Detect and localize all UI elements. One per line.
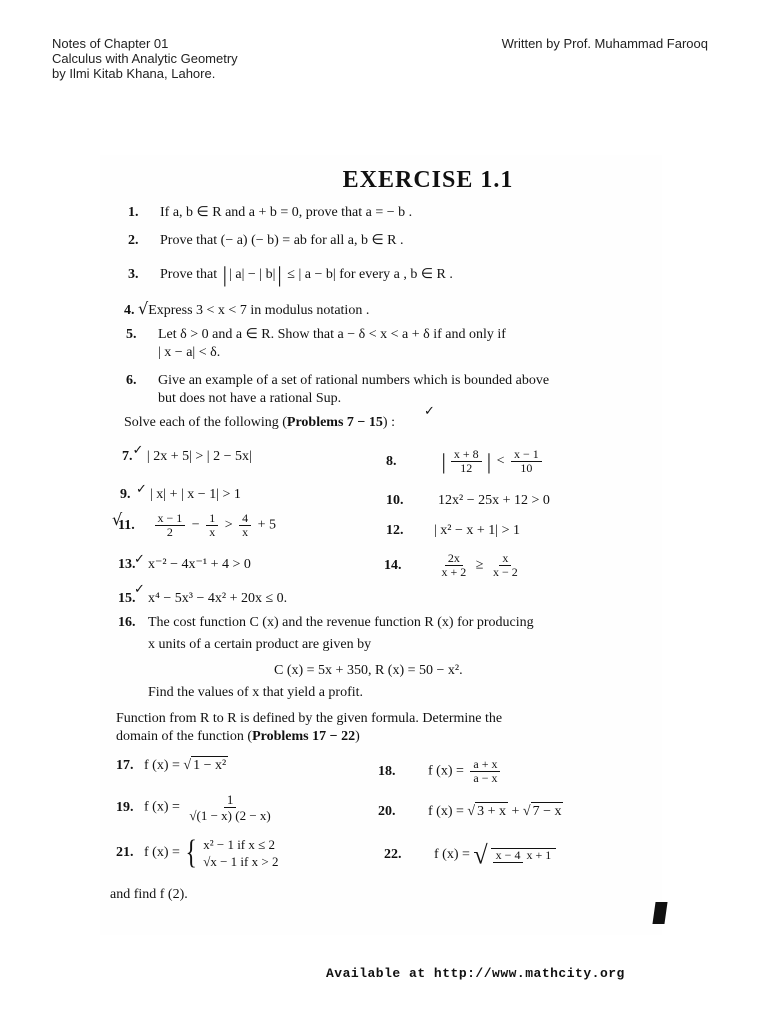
problem-7: 7.✓ | 2x + 5| > | 2 − 5x| (122, 443, 252, 464)
problem-17: 17. f (x) = √ 1 − x² (116, 758, 227, 773)
function-instruction: Function from R to R is defined by the given formula. Determine the (116, 711, 503, 726)
footer-source: Available at http://www.mathcity.org (326, 966, 625, 981)
checkmark-icon: ✓ (132, 443, 144, 458)
problem-14: 14. $\frac{2x}{x + 2}$ ≥ $\frac{x}{x - 2}$ (384, 551, 518, 579)
problem-22: 22. f (x) = √ x − 4 x + 1 (384, 846, 559, 863)
header-book-info (52, 36, 238, 81)
problem-12: 12. | x² − x + 1| > 1 (386, 523, 520, 538)
problem-5: 5. Let δ > 0 and a ∈ R. Show that a − δ < x < a + δ if and only if (126, 327, 506, 342)
header-publisher: by Ilmi Kitab Khana, Lahore. (52, 66, 216, 81)
problem-6-cont: but does not have a rational Sup. (158, 391, 342, 406)
problem-21-tail: and find f (2). (110, 887, 188, 902)
checkmark-icon: ✓ (136, 482, 147, 497)
problem-16-cont: x units of a certain product are given by (148, 637, 372, 652)
problem-11: 11. $\frac{x - 1}{2}$ − $\frac{1}{x}$ > $\frac{4}{x}$ + 5 (118, 511, 276, 539)
problem-6: 6. Give an example of a set of rational numbers which is bounded above (126, 373, 550, 388)
problem-8: 8. | $\frac{x + 8}{12}$ | < $\frac{x - 1}{10}$ (386, 448, 545, 475)
abs-bar: | (277, 261, 282, 287)
problem-16-formula: C (x) = 5x + 350, R (x) = 50 − x². (274, 663, 463, 678)
problem-5-cont: | x − a| < δ. (158, 345, 221, 360)
problem-13: 13. x⁻² − 4x⁻¹ + 4 > 0 (118, 557, 251, 572)
solve-instruction: Solve each of the following (Problems 7 − 15) : (124, 415, 395, 430)
exercise-title: EXERCISE 1.1 (342, 167, 514, 193)
header-chapter: Notes of Chapter 01 (52, 36, 169, 51)
problem-15: 15. x⁴ − 5x³ − 4x² + 20x ≤ 0. (118, 591, 288, 606)
function-instruction-cont: domain of the function (Problems 17 − 22) (116, 729, 360, 744)
problem-19: 19. f (x) = $\frac{1}{√(1 - x) (2 - x)}$ (116, 792, 271, 823)
pen-mark-icon: ✓ (424, 404, 435, 419)
header-author: Written by Prof. Muhammad Farooq (501, 36, 708, 51)
problem-21: 21. f (x) = { x² − 1 if x ≤ 2 √x − 1 if x > 2 (116, 834, 279, 871)
abs-bar: | (222, 261, 228, 287)
scan-mark (652, 902, 667, 924)
problem-16-question: Find the values of x that yield a profit. (148, 685, 364, 700)
checkmark-icon: √ (112, 510, 123, 529)
problem-4: 4. √Express 3 < x < 7 in modulus notation . (124, 299, 370, 318)
problem-16: 16. The cost function C (x) and the revenue function R (x) for producing (118, 615, 534, 630)
problem-9: 9. | x| + | x − 1| > 1 (120, 487, 241, 502)
header-book-title: Calculus with Analytic Geometry (52, 51, 238, 66)
problem-18: 18. f (x) = $\frac{a + x}{a - x}$ (378, 758, 503, 785)
checkmark-icon: ✓ (134, 582, 145, 597)
problem-10: 10. 12x² − 25x + 12 > 0 (386, 493, 550, 508)
problem-3: 3. Prove that | | a| − | b|| ≤ | a − b| for every a , b ∈ R . (128, 261, 453, 287)
checkmark-icon: √ (138, 299, 149, 318)
problem-2: 2. Prove that (− a) (− b) = ab for all a, b ∈ R . (128, 233, 404, 248)
problem-1: 1. If a, b ∈ R and a + b = 0, prove that a = − b . (128, 205, 413, 220)
checkmark-icon: ✓ (134, 552, 145, 567)
problem-20: 20. f (x) = √ 3 + x + √ 7 − x (378, 804, 562, 819)
